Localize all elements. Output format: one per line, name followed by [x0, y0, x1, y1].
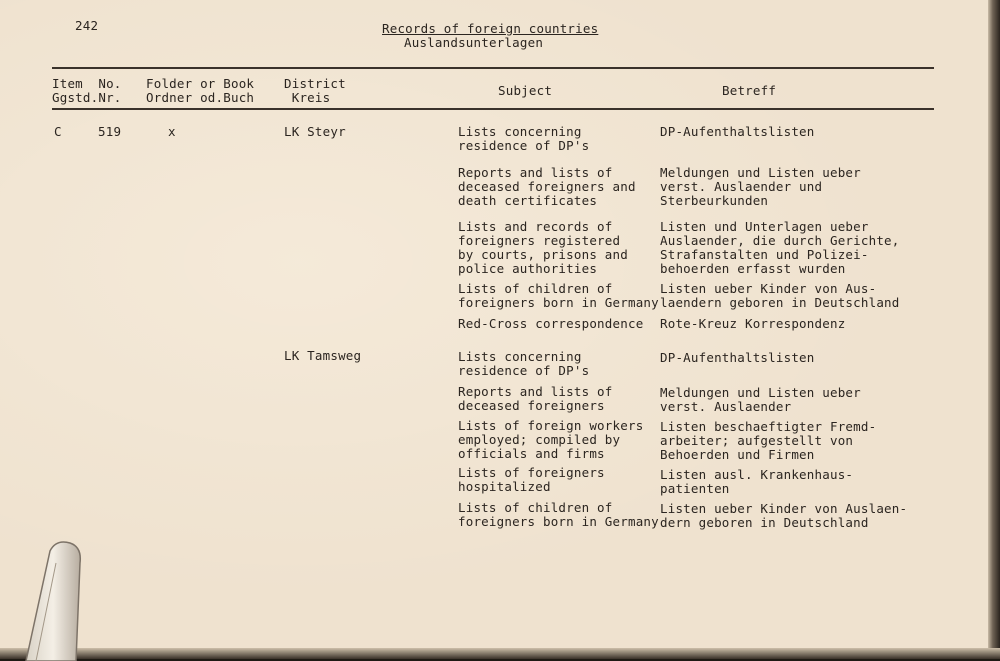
page-bottom-edge — [0, 648, 1000, 659]
subject-cell: Lists of children of foreigners born in Germany — [458, 500, 659, 529]
betreff-cell: DP-Aufenthaltslisten — [660, 350, 815, 365]
header-folder: Folder or Book Ordner od.Buch — [146, 76, 255, 105]
header-subject: Subject — [498, 83, 553, 98]
subject-cell: Lists concerning residence of DP's — [458, 124, 590, 153]
page-number: 242 — [75, 18, 99, 33]
entry-item: C — [54, 124, 62, 139]
betreff-cell: Rote-Kreuz Korrespondenz — [660, 316, 846, 331]
subject-cell: Reports and lists of deceased foreigners — [458, 384, 613, 413]
betreff-cell: Listen ausl. Krankenhaus- patienten — [660, 467, 854, 496]
subject-cell: Lists concerning residence of DP's — [458, 349, 590, 378]
betreff-cell: Meldungen und Listen ueber verst. Auslaender — [660, 385, 861, 414]
page-right-edge — [988, 0, 1000, 659]
betreff-cell: Listen ueber Kinder von Aus- laendern geboren in Deutschland — [660, 281, 900, 310]
bookmark-clip — [20, 541, 84, 661]
betreff-cell: Listen und Unterlagen ueber Auslaender, die durch Gerichte, Strafanstalten und Polizei- behoerden erfasst wurden — [660, 219, 900, 276]
betreff-cell: Listen ueber Kinder von Auslaen- dern geboren in Deutschland — [660, 501, 908, 530]
subject-cell: Lists of foreigners hospitalized — [458, 465, 605, 494]
betreff-cell: DP-Aufenthaltslisten — [660, 124, 815, 139]
header-betreff: Betreff — [722, 83, 777, 98]
table-header-rule — [52, 108, 934, 110]
header-item-number: Item No. Ggstd.Nr. — [52, 76, 122, 105]
subject-cell: Red-Cross correspondence — [458, 316, 644, 331]
title-english: Records of foreign countries — [382, 21, 599, 36]
betreff-cell: Listen beschaeftigter Fremd- arbeiter; aufgestellt von Behoerden und Firmen — [660, 419, 877, 462]
entry-folder-mark: x — [168, 124, 176, 139]
district-name: LK Steyr — [284, 124, 346, 139]
betreff-cell: Meldungen und Listen ueber verst. Auslaender und Sterbeurkunden — [660, 165, 861, 208]
subject-cell: Lists of children of foreigners born in Germany — [458, 281, 659, 310]
subject-cell: Lists and records of foreigners registered by courts, prisons and police authorities — [458, 219, 628, 276]
subject-cell: Lists of foreign workers employed; compiled by officials and firms — [458, 418, 644, 461]
subject-cell: Reports and lists of deceased foreigners and death certificates — [458, 165, 636, 208]
title-german: Auslandsunterlagen — [404, 35, 544, 50]
entry-number: 519 — [98, 124, 122, 139]
district-name: LK Tamsweg — [284, 348, 362, 363]
header-district: District Kreis — [284, 76, 346, 105]
table-top-rule — [52, 67, 934, 69]
